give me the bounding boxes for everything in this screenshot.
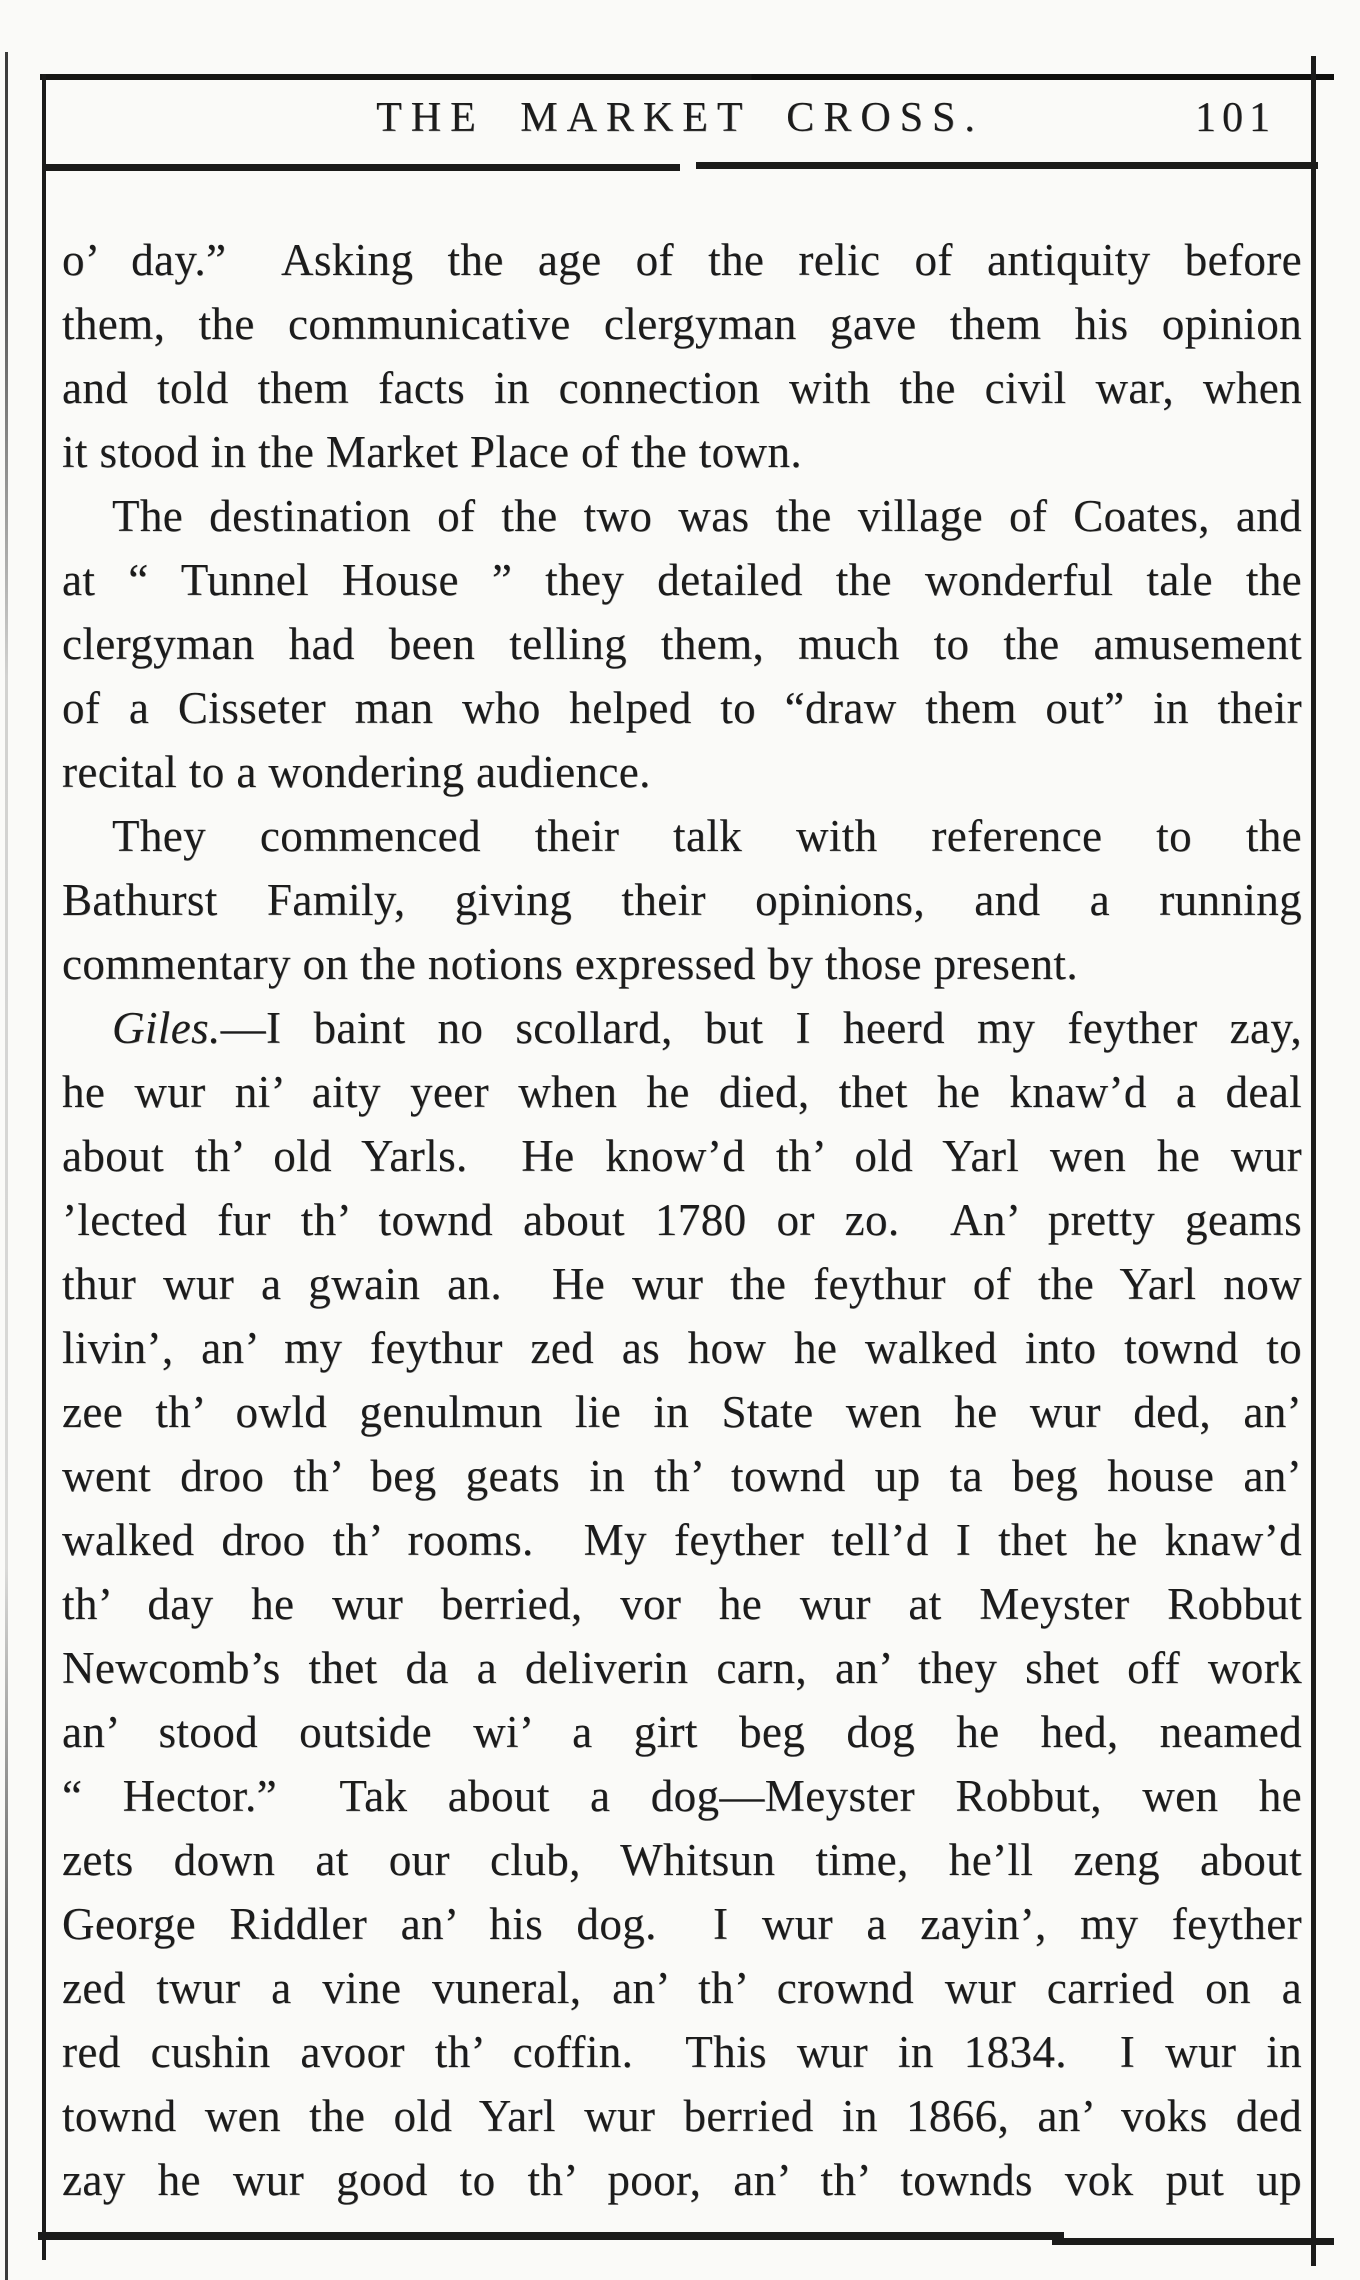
text-line: clergyman had been telling them, much to the amusement [62, 619, 1302, 669]
paragraph [62, 996, 1302, 2212]
text-line: recital to a wondering audience. [62, 747, 651, 797]
text-line: Newcomb’s thet da a deliverin carn, an’ they shet off work [62, 1643, 1302, 1693]
text-line: an’ stood outside wi’ a girt beg dog he hed, neamed [62, 1707, 1302, 1757]
body-text [62, 228, 1302, 2212]
running-head [44, 94, 1316, 154]
text-line: zed twur a vine vuneral, an’ th’ crownd wur carried on a [62, 1963, 1302, 2013]
text-line: They commenced their talk with reference to the [112, 811, 1302, 861]
text-line: about th’ old Yarls. He know’d th’ old Yarl wen he wur [62, 1131, 1302, 1181]
text-line: commentary on the notions expressed by those present. [62, 939, 1078, 989]
text-line: red cushin avoor th’ coffin. This wur in 1834. I wur in [62, 2027, 1302, 2077]
text-line: Giles.—I baint no scollard, but I heerd my feyther zay, [112, 1003, 1302, 1053]
text-line: o’ day.” Asking the age of the relic of antiquity before [62, 235, 1302, 285]
right-frame-rule [1311, 56, 1316, 2266]
speaker-name: Giles. [112, 1003, 221, 1053]
text-line: of a Cisseter man who helped to “draw them out” in their [62, 683, 1302, 733]
text-line: and told them facts in connection with the civil war, when [62, 363, 1302, 413]
text-line: townd wen the old Yarl wur berried in 1866, an’ voks ded [62, 2091, 1302, 2141]
bottom-rule-left [38, 2232, 1064, 2240]
text-line: livin’, an’ my feythur zed as how he walked into townd to [62, 1323, 1302, 1373]
text-line: walked droo th’ rooms. My feyther tell’d I thet he knaw’d [62, 1515, 1302, 1565]
page-number: 101 [1195, 95, 1276, 141]
top-rule [40, 74, 1334, 80]
text-line: at “ Tunnel House ” they detailed the wonderful tale the [62, 555, 1302, 605]
text-line: “ Hector.” Tak about a dog—Meyster Robbut, wen he [62, 1771, 1302, 1821]
paragraph [62, 228, 1302, 484]
paragraph [62, 484, 1302, 804]
page-edge-line [5, 52, 8, 2280]
text-line: he wur ni’ aity yeer when he died, thet he knaw’d a deal [62, 1067, 1302, 1117]
paragraph [62, 804, 1302, 996]
text-line: it stood in the Market Place of the town. [62, 427, 803, 477]
bottom-rule-right [1052, 2238, 1334, 2245]
text-line: zay he wur good to th’ poor, an’ th’ townds vok put up [62, 2155, 1302, 2205]
text-line: them, the communicative clergyman gave them his opinion [62, 299, 1302, 349]
text-line: went droo th’ beg geats in th’ townd up ta beg house an’ [62, 1451, 1302, 1501]
left-frame-rule [42, 74, 46, 2260]
header-divider-left [44, 164, 680, 171]
text-line: zets down at our club, Whitsun time, he’ll zeng about [62, 1835, 1302, 1885]
text-line: Bathurst Family, giving their opinions, and a running [62, 875, 1302, 925]
text-line: The destination of the two was the village of Coates, and [112, 491, 1302, 541]
text-line: ’lected fur th’ townd about 1780 or zo. An’ pretty geams [62, 1195, 1302, 1245]
header-divider-right [696, 162, 1318, 169]
page-title: THE MARKET CROSS. [376, 95, 984, 141]
text-line: George Riddler an’ his dog. I wur a zayin’, my feyther [62, 1899, 1302, 1949]
text-line: th’ day he wur berried, vor he wur at Meyster Robbut [62, 1579, 1302, 1629]
text-line: thur wur a gwain an. He wur the feythur of the Yarl now [62, 1259, 1302, 1309]
text-line: zee th’ owld genulmun lie in State wen he wur ded, an’ [62, 1387, 1302, 1437]
